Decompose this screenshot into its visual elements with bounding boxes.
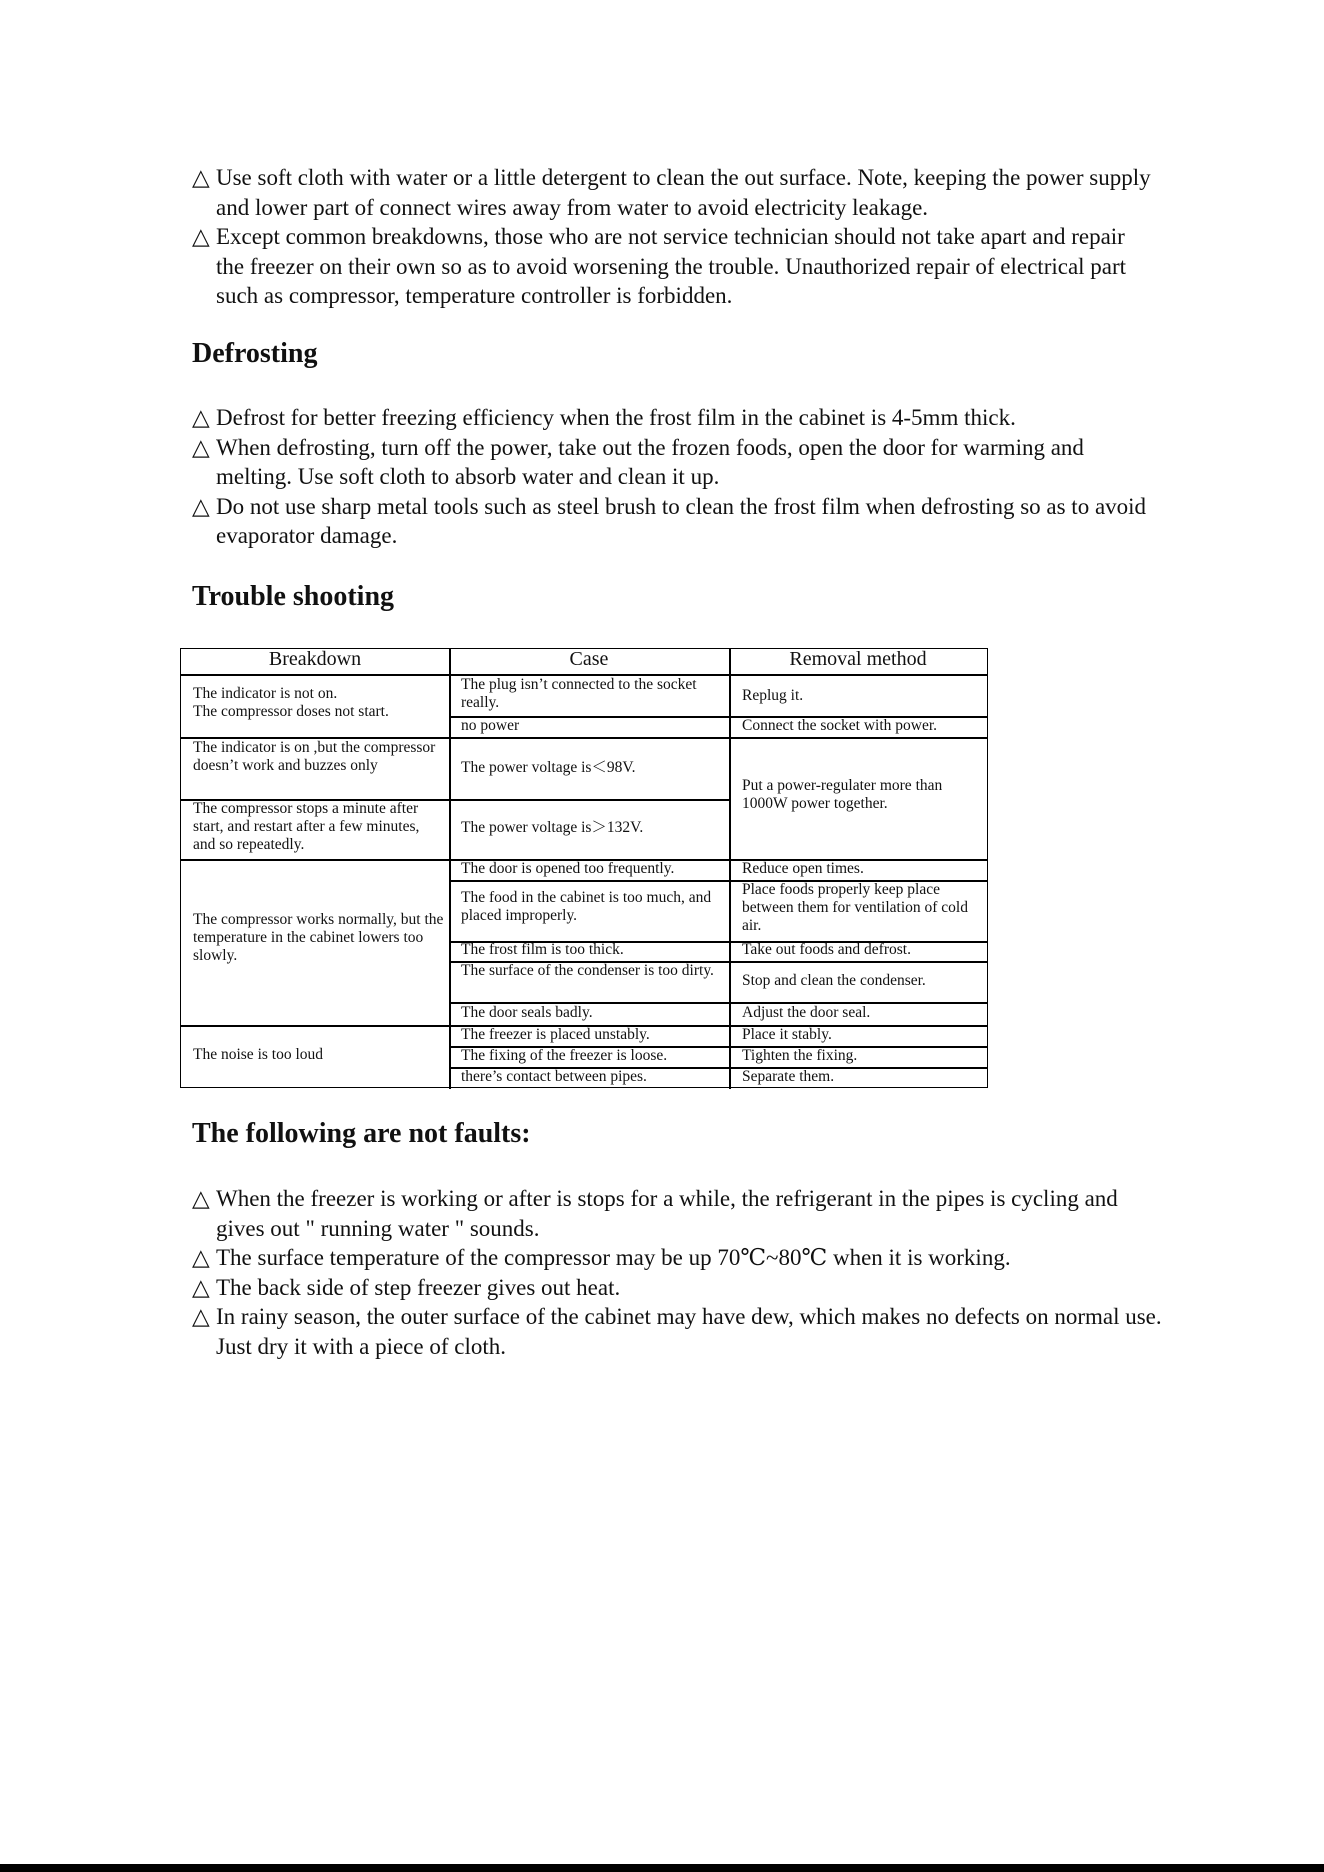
- case-cell: The door is opened too frequently.: [461, 860, 675, 877]
- case-cell: The power voltage is＜98V.: [461, 759, 636, 776]
- case-cell: The plug isn’t connected to the socket really.: [461, 676, 697, 711]
- triangle-bullet-icon: △: [192, 165, 210, 190]
- table-header-case: Case: [569, 650, 609, 670]
- removal-method-cell: Place it stably.: [742, 1026, 832, 1043]
- case-cell: The fixing of the freezer is loose.: [461, 1047, 668, 1064]
- case-cell: The frost film is too thick.: [461, 941, 624, 958]
- table-column-divider: [449, 649, 451, 1089]
- defrosting-bullet: △ When defrosting, turn off the power, take out the frozen foods, open the door for warming and melting. Use soft cloth to absorb water and clean it up.: [192, 434, 1084, 489]
- case-cell: The door seals badly.: [461, 1004, 593, 1021]
- triangle-bullet-icon: △: [192, 224, 210, 249]
- intro-bullet: △ Use soft cloth with water or a little detergent to clean the out surface. Note, keeping the power supply and lower part of connect wires away from water to avoid electricity leakage.: [192, 165, 1151, 220]
- not-faults-bullet: △ The surface temperature of the compressor may be up 70℃~80℃ when it is working.: [192, 1243, 1162, 1273]
- case-cell: The freezer is placed unstably.: [461, 1026, 650, 1043]
- triangle-bullet-icon: △: [192, 493, 210, 519]
- case-cell: The power voltage is＞132V.: [461, 819, 644, 836]
- defrosting-bullet: △ Do not use sharp metal tools such as steel brush to clean the frost film when defrosting so as to avoid evaporator damage.: [192, 493, 1147, 548]
- table-header-breakdown: Breakdown: [268, 650, 362, 670]
- breakdown-cell: The noise is too loud: [193, 1046, 324, 1063]
- triangle-bullet-icon: △: [192, 1245, 210, 1270]
- removal-method-cell: Tighten the fixing.: [742, 1047, 858, 1064]
- case-cell: The food in the cabinet is too much, and placed improperly.: [461, 889, 712, 924]
- removal-method-cell: Stop and clean the condenser.: [742, 972, 926, 989]
- removal-method-cell: Replug it.: [742, 687, 804, 704]
- not-faults-heading: The following are not faults:: [192, 1118, 531, 1149]
- removal-method-cell: Connect the socket with power.: [742, 717, 937, 734]
- removal-method-cell: Take out foods and defrost.: [742, 941, 911, 958]
- not-faults-bullet: △ The back side of step freezer gives out heat.: [192, 1273, 1162, 1303]
- removal-method-cell: Place foods properly keep place between them for ventilation of cold air.: [742, 881, 968, 934]
- trouble-shooting-table: [180, 648, 988, 1088]
- breakdown-cell: The compressor works normally, but the temperature in the cabinet lowers too slowly.: [193, 911, 444, 964]
- case-cell: there’s contact between pipes.: [461, 1068, 647, 1085]
- breakdown-cell: The compressor stops a minute after start, and restart after a few minutes, and so repeatedly.: [193, 800, 420, 853]
- removal-method-cell: Adjust the door seal.: [742, 1004, 871, 1021]
- defrosting-bullet: △ Defrost for better freezing efficiency when the frost film in the cabinet is 4-5mm thick.: [192, 403, 1152, 433]
- case-cell: The surface of the condenser is too dirty.: [461, 962, 714, 979]
- triangle-bullet-icon: △: [192, 1304, 210, 1329]
- table-header-removal-method: Removal method: [789, 650, 927, 670]
- defrosting-section: [192, 403, 1152, 551]
- page-bottom-border: [0, 1864, 1324, 1872]
- not-faults-bullet: △ In rainy season, the outer surface of the cabinet may have dew, which makes no defects on normal use. Just dry it with a piece of cloth.: [192, 1304, 1162, 1359]
- table-column-divider: [729, 649, 731, 1089]
- not-faults-section: [192, 1184, 1162, 1361]
- intro-section: [192, 163, 1152, 311]
- case-cell: no power: [461, 717, 520, 734]
- triangle-bullet-icon: △: [192, 434, 210, 460]
- triangle-bullet-icon: △: [192, 405, 210, 430]
- triangle-bullet-icon: △: [192, 1186, 210, 1211]
- not-faults-bullet: △ When the freezer is working or after is stops for a while, the refrigerant in the pipes is cycling and gives out " running water " sounds.: [192, 1186, 1118, 1241]
- trouble-shooting-heading: Trouble shooting: [192, 581, 395, 612]
- intro-bullet: △ Except common breakdowns, those who are not service technician should not take apart and repair the freezer on their own so as to avoid worsening the trouble. Unauthorized repair of electrical part such as compressor, temperature controller is forbidden.: [192, 224, 1127, 308]
- breakdown-cell: The indicator is on ,but the compressor doesn’t work and buzzes only: [193, 739, 436, 774]
- breakdown-cell: The indicator is not on. The compressor doses not start.: [193, 685, 389, 720]
- defrosting-heading: Defrosting: [192, 338, 318, 369]
- triangle-bullet-icon: △: [192, 1274, 210, 1300]
- removal-method-cell: Separate them.: [742, 1068, 835, 1085]
- removal-method-cell: Reduce open times.: [742, 860, 864, 877]
- removal-method-cell: Put a power-regulater more than 1000W power together.: [742, 777, 943, 812]
